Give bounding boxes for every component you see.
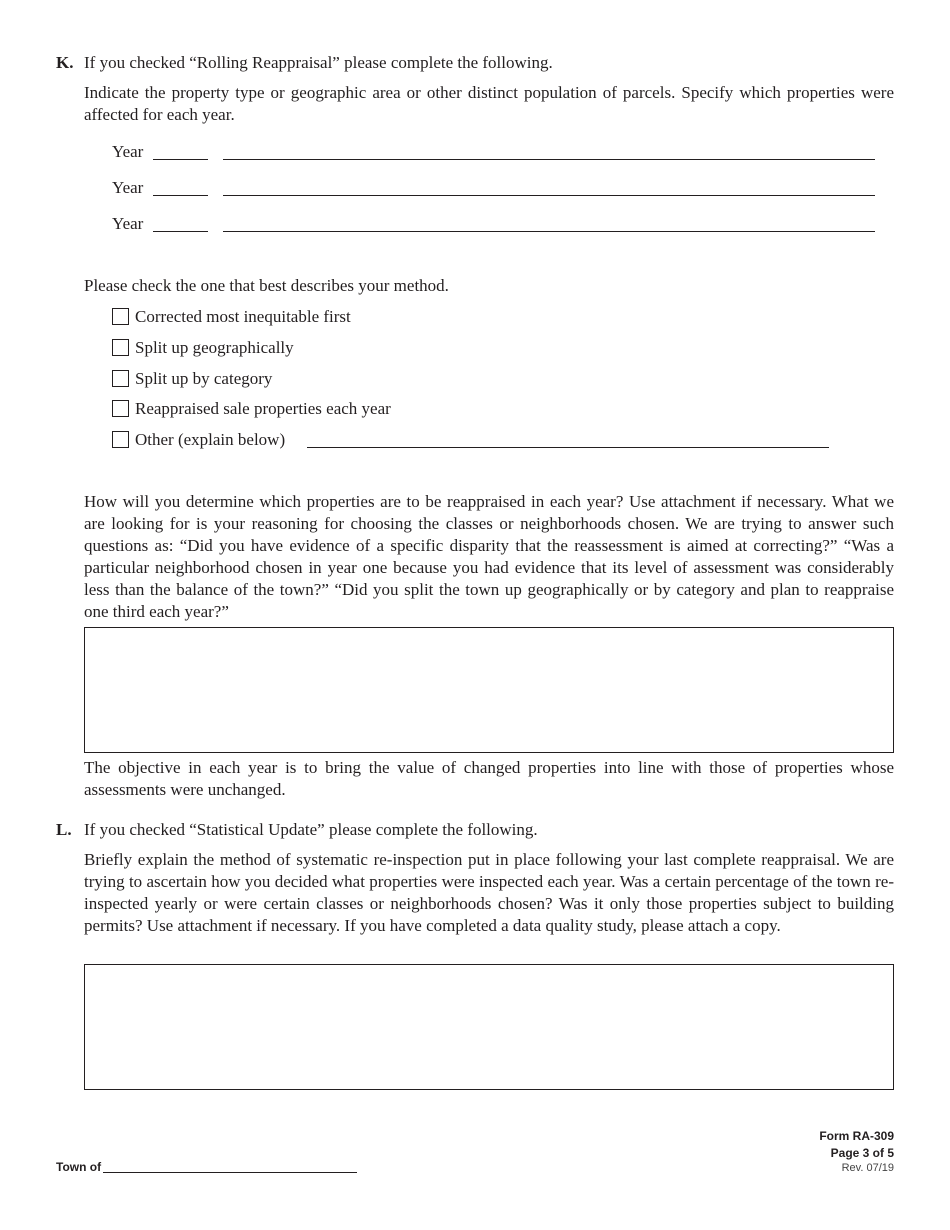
objective-text: The objective in each year is to bring the value of changed properties into line with those of properties whose assessments were unchanged. bbox=[84, 758, 894, 799]
section-k-letter: K. bbox=[56, 53, 74, 72]
form-name: Form RA-309 bbox=[819, 1129, 894, 1143]
checkbox-corrected-most-inequitable[interactable] bbox=[112, 308, 129, 325]
year-description-line[interactable] bbox=[223, 231, 875, 232]
year-input-line[interactable] bbox=[153, 195, 208, 196]
option-label: Split up geographically bbox=[135, 338, 294, 357]
page-number: Page 3 of 5 bbox=[830, 1146, 894, 1160]
section-k-heading: If you checked “Rolling Reappraisal” please complete the following. bbox=[84, 53, 553, 72]
revision: Rev. 07/19 bbox=[841, 1162, 894, 1174]
year-description-line[interactable] bbox=[223, 159, 875, 160]
year-input-line[interactable] bbox=[153, 231, 208, 232]
option-label: Reappraised sale properties each year bbox=[135, 399, 391, 418]
checkbox-other[interactable] bbox=[112, 431, 129, 448]
year-input-line[interactable] bbox=[153, 159, 208, 160]
section-l-instructions: Briefly explain the method of systematic re-inspection put in place following your last complete reappraisal. We are trying to ascertain how you decided what properties were inspected each year. Was a certain percentage of the town re-inspected yearly or were certain classes or neighborhoods chosen? Was it only those properties subject to building permits? Use attachment if necessary. If you have completed a data quality study, please attach a copy. bbox=[84, 850, 894, 935]
year-label: Year bbox=[112, 178, 144, 197]
reinspection-answer-box[interactable] bbox=[84, 964, 894, 1090]
town-name-line[interactable] bbox=[103, 1172, 357, 1173]
year-description-line[interactable] bbox=[223, 195, 875, 196]
year-label: Year bbox=[112, 214, 144, 233]
checkbox-split-by-category[interactable] bbox=[112, 370, 129, 387]
determine-instructions: How will you determine which properties are to be reappraised in each year? Use attachment if necessary. What we are looking for is your reasoning for choosing the classes or neighborhoods chosen. We are trying to answer such questions as: “Did you have evidence of a specific disparity that the reassessment is aimed at correcting?” “Was a particular neighborhood chosen in year one because you had evidence that its level of assessment was considerably less than the balance of the town?” “Did you split the town up geographically or by category and plan to reappraise one third each year?” bbox=[84, 492, 894, 621]
determine-answer-box[interactable] bbox=[84, 627, 894, 753]
checkbox-reappraised-sale-properties[interactable] bbox=[112, 400, 129, 417]
method-prompt: Please check the one that best describes your method. bbox=[84, 276, 449, 295]
section-l-letter: L. bbox=[56, 820, 72, 839]
other-explain-line[interactable] bbox=[307, 447, 829, 448]
year-label: Year bbox=[112, 142, 144, 161]
option-label: Other (explain below) bbox=[135, 430, 286, 449]
section-l-heading: If you checked “Statistical Update” please complete the following. bbox=[84, 820, 538, 839]
checkbox-split-geographically[interactable] bbox=[112, 339, 129, 356]
section-k-intro: Indicate the property type or geographic area or other distinct population of parcels. Specify which properties were affected for each year. bbox=[84, 83, 894, 124]
option-label: Split up by category bbox=[135, 369, 273, 388]
town-label: Town of bbox=[56, 1160, 102, 1174]
option-label: Corrected most inequitable first bbox=[135, 307, 351, 326]
